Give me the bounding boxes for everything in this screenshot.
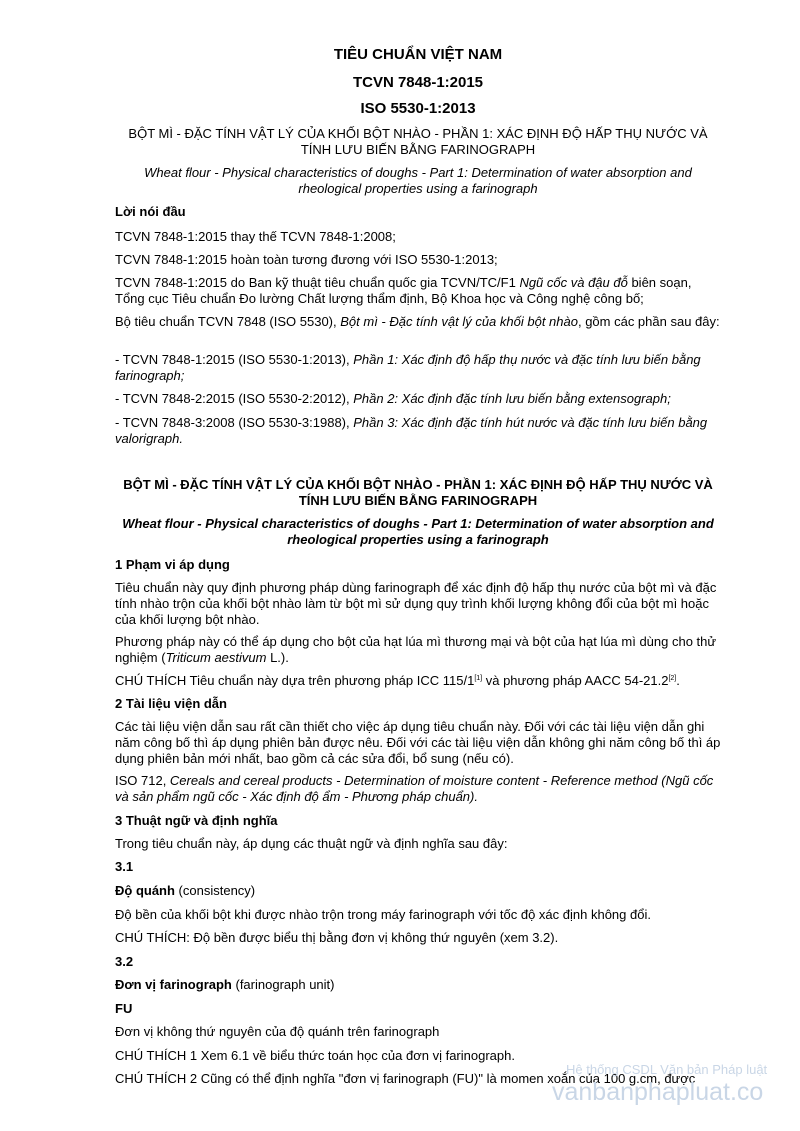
section-heading: 2 Tài liệu viện dẫn bbox=[115, 696, 227, 711]
main-title-en: Wheat flour - Physical characteristics of doughs - Part 1: Determination of water absorption and rheological properties using a farinograph bbox=[122, 516, 714, 547]
note-paragraph: CHÚ THÍCH: Độ bền được biểu thị bằng đơn vị không thứ nguyên (xem 3.2). bbox=[115, 930, 559, 945]
body-paragraph: Phương pháp này có thể áp dụng cho bột của hạt lúa mì thương mại và bột của hạt lúa mì dùng cho thử nghiệm (Triticum aestivum L.). bbox=[115, 634, 717, 665]
foreword-paragraph: Bộ tiêu chuẩn TCVN 7848 (ISO 5530), Bột mì - Đặc tính vật lý của khối bột nhào, gồm các phần sau đây: bbox=[115, 314, 720, 329]
doc-subtitle-vi: BỘT MÌ - ĐẶC TÍNH VẬT LÝ CỦA KHỐI BỘT NHÀO - PHẦN 1: XÁC ĐỊNH ĐỘ HẤP THỤ NƯỚC VÀ TÍNH LƯU BIẾN BẰNG FARINOGRAPH bbox=[128, 126, 708, 157]
term-entry: Đơn vị farinograph (farinograph unit) bbox=[115, 977, 335, 992]
std-number: TCVN 7848-1:2015 bbox=[352, 74, 484, 91]
list-item: - TCVN 7848-1:2015 (ISO 5530-1:2013), Phần 1: Xác định độ hấp thụ nước và đặc tính lưu biến bằng farinograph; bbox=[115, 352, 701, 383]
iso-number: ISO 5530-1:2013 bbox=[360, 100, 476, 117]
foreword-paragraph: TCVN 7848-1:2015 hoàn toàn tương đương với ISO 5530-1:2013; bbox=[115, 252, 498, 267]
term-abbreviation: FU bbox=[115, 1001, 133, 1016]
foreword-paragraph: TCVN 7848-1:2015 do Ban kỹ thuật tiêu chuẩn quốc gia TCVN/TC/F1 Ngũ cốc và đậu đỗ biên soạn, Tổng cục Tiêu chuẩn Đo lường Chất lượng thẩm định, Bộ Khoa học và Công nghệ công bố; bbox=[115, 275, 692, 306]
section-heading: 1 Phạm vi áp dụng bbox=[115, 557, 230, 572]
section-heading: 3 Thuật ngữ và định nghĩa bbox=[115, 813, 278, 828]
watermark-caption: Hệ thống CSDL Văn bản Pháp luật bbox=[566, 1062, 768, 1077]
list-item: - TCVN 7848-2:2015 (ISO 5530-2:2012), Phần 2: Xác định đặc tính lưu biến bằng extensograph; bbox=[115, 391, 671, 406]
note-paragraph: CHÚ THÍCH Tiêu chuẩn này dựa trên phương pháp ICC 115/1[1] và phương pháp AACC 54-21.2[2]. bbox=[115, 673, 680, 688]
doc-title: TIÊU CHUẨN VIỆT NAM bbox=[333, 46, 503, 63]
term-number: 3.2 bbox=[115, 954, 134, 969]
body-paragraph: Trong tiêu chuẩn này, áp dụng các thuật ngữ và định nghĩa sau đây: bbox=[115, 836, 508, 851]
term-number: 3.1 bbox=[115, 859, 134, 874]
term-definition: Đơn vị không thứ nguyên của độ quánh trên farinograph bbox=[115, 1024, 440, 1039]
list-item: - TCVN 7848-3:2008 (ISO 5530-3:1988), Phần 3: Xác định đặc tính hút nước và đặc tính lưu biến bằng valorigraph. bbox=[115, 415, 708, 446]
main-title-vi: BỘT MÌ - ĐẶC TÍNH VẬT LÝ CỦA KHỐI BỘT NHÀO - PHẦN 1: XÁC ĐỊNH ĐỘ HẤP THỤ NƯỚC VÀ TÍNH LƯU BIẾN BẰNG FARINOGRAPH bbox=[123, 477, 713, 508]
footnote-ref[interactable]: [1] bbox=[474, 675, 483, 682]
body-paragraph: Các tài liệu viện dẫn sau rất cần thiết cho việc áp dụng tiêu chuẩn này. Đối với các tài liệu viện dẫn ghi năm công bố thì áp dụng phiên bản được nêu. Đối với các tài liệu viện dẫn không ghi năm công bố thì áp dụng phiên bản mới nhất, bao gồm cả các sửa đổi, bổ sung (nếu có). bbox=[115, 719, 721, 766]
foreword-heading: Lời nói đầu bbox=[115, 204, 186, 219]
term-definition: Độ bền của khối bột khi được nhào trộn trong máy farinograph với tốc độ xác định không đổi. bbox=[115, 907, 651, 922]
doc-subtitle-en: Wheat flour - Physical characteristics of doughs - Part 1: Determination of water absorption and rheological properties using a farinograph bbox=[144, 165, 692, 196]
note-paragraph: CHÚ THÍCH 2 Cũng có thể định nghĩa "đơn vị farinograph (FU)" là momen xoắn của 100 g.cm, được bbox=[115, 1071, 696, 1086]
body-paragraph: Tiêu chuẩn này quy định phương pháp dùng farinograph để xác định độ hấp thụ nước của bột mì và đặc tính nhào trộn của khối bột nhào làm từ bột mì sử dụng quy trình khối lượng không đổi của bột mì hoặc của khối lượng bột nhào. bbox=[115, 580, 717, 627]
note-paragraph: CHÚ THÍCH 1 Xem 6.1 về biểu thức toán học của đơn vị farinograph. bbox=[115, 1048, 515, 1063]
footnote-ref[interactable]: [2] bbox=[668, 675, 677, 682]
watermark-site: vanbanphapluat.co bbox=[552, 1078, 764, 1106]
body-paragraph: ISO 712, Cereals and cereal products - Determination of moisture content - Reference method (Ngũ cốc và sản phẩm ngũ cốc - Xác định độ ẩm - Phương pháp chuẩn). bbox=[115, 773, 714, 804]
foreword-paragraph: TCVN 7848-1:2015 thay thế TCVN 7848-1:2008; bbox=[115, 229, 396, 244]
term-entry: Độ quánh (consistency) bbox=[115, 883, 256, 898]
